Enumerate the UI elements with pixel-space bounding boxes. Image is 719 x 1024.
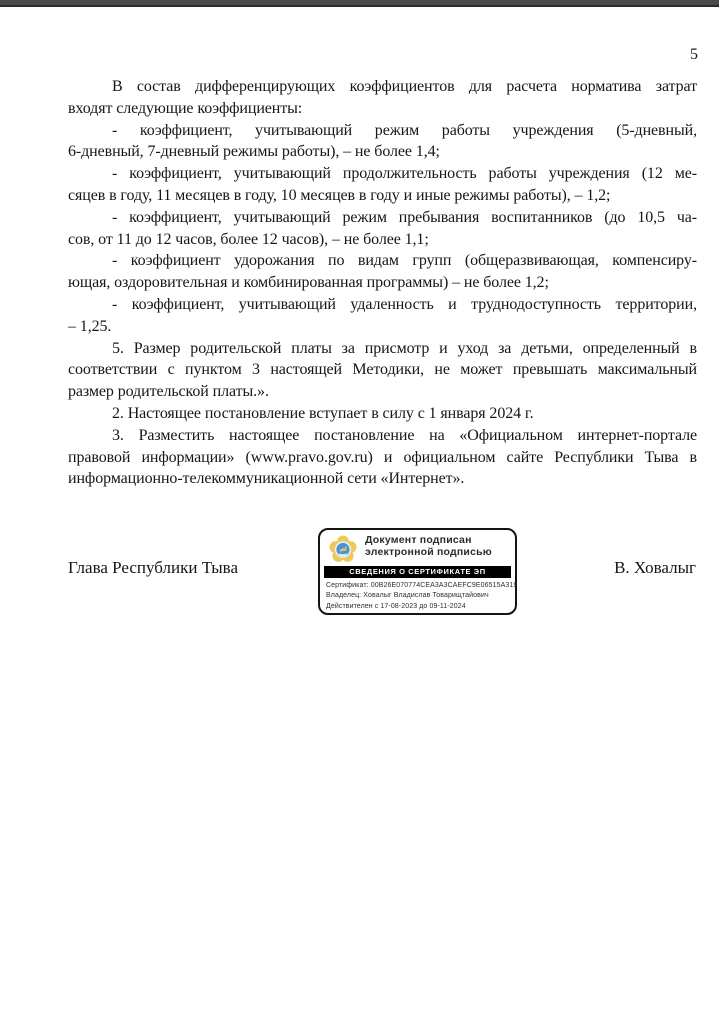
text-line: 2. Настоящее постановление вступает в силу с 1 января 2024 г. [112,404,534,422]
tyva-coat-of-arms-icon [327,533,359,566]
text-line: ющая, оздоровительная и комбинированная программы) – не более 1,2; [68,274,549,292]
text-line: - коэффициент удорожания по видам групп (общеразвивающая, компенсиру- [112,252,697,270]
signatory-title: Глава Республики Тыва [68,558,239,577]
stamp-title-line2: электронной подписью [365,545,492,558]
text-line: - коэффициент, учитывающий продолжительность работы учреждения (12 ме- [112,165,697,183]
digital-signature-stamp [318,528,517,615]
stamp-title-line1: Документ подписан [365,534,472,546]
text-line: 3. Разместить настоящее постановление на «Официальном интернет-портале [112,426,697,444]
text-line: входят следующие коэффициенты: [68,99,303,117]
certificate-info [326,581,518,612]
emblem-rider-head [345,547,347,549]
signatory-name: В. Ховалыг [614,558,696,577]
text-line: 6-дневный, 7-дневный режимы работы), – не более 1,4; [68,143,440,161]
text-line: сяцев в году, 11 месяцев в году, 10 месяцев в году и иные режимы работы), – 1,2; [68,186,611,204]
stamp-title [365,535,492,558]
text-line: информационно-телекоммуникационной сети «Интернет». [68,470,465,488]
text-line: В состав дифференцирующих коэффициентов для расчета норматива затрат [112,78,697,95]
scan-edge-bar [0,0,719,7]
text-line: - коэффициент, учитывающий режим пребывания воспитанников (до 10,5 ча- [112,208,697,226]
text-line: 5. Размер родительской платы за присмотр и уход за детьми, определенный в [112,339,697,357]
certificate-info-header: СВЕДЕНИЯ О СЕРТИФИКАТЕ ЭП [324,566,511,578]
text-line: сов, от 11 до 12 часов, более 12 часов), – не более 1,1; [68,230,429,248]
text-line: - коэффициент, учитывающий удаленность и труднодоступность территории, [112,295,697,313]
certificate-number: Сертификат: 00B26E070774CEA3A3CAEFC9E06515A319 [326,582,518,589]
certificate-owner: Владелец: Ховалыг Владислав Товарищтайович [326,592,489,600]
page-number: 5 [690,46,698,63]
text-line: - коэффициент, учитывающий режим работы учреждения (5-дневный, [112,121,697,139]
certificate-validity: Действителен с 17-08-2023 до 09-11-2024 [326,602,466,610]
document-text [68,76,697,490]
text-line: – 1,25. [68,317,112,335]
text-line: правовой информации» (www.pravo.gov.ru) и официальном сайте Республики Тыва в [68,448,697,466]
text-line: соответствии с пунктом 3 настоящей Методики, не может превышать максимальный [68,361,697,379]
text-line: размер родительской платы.». [68,383,269,401]
